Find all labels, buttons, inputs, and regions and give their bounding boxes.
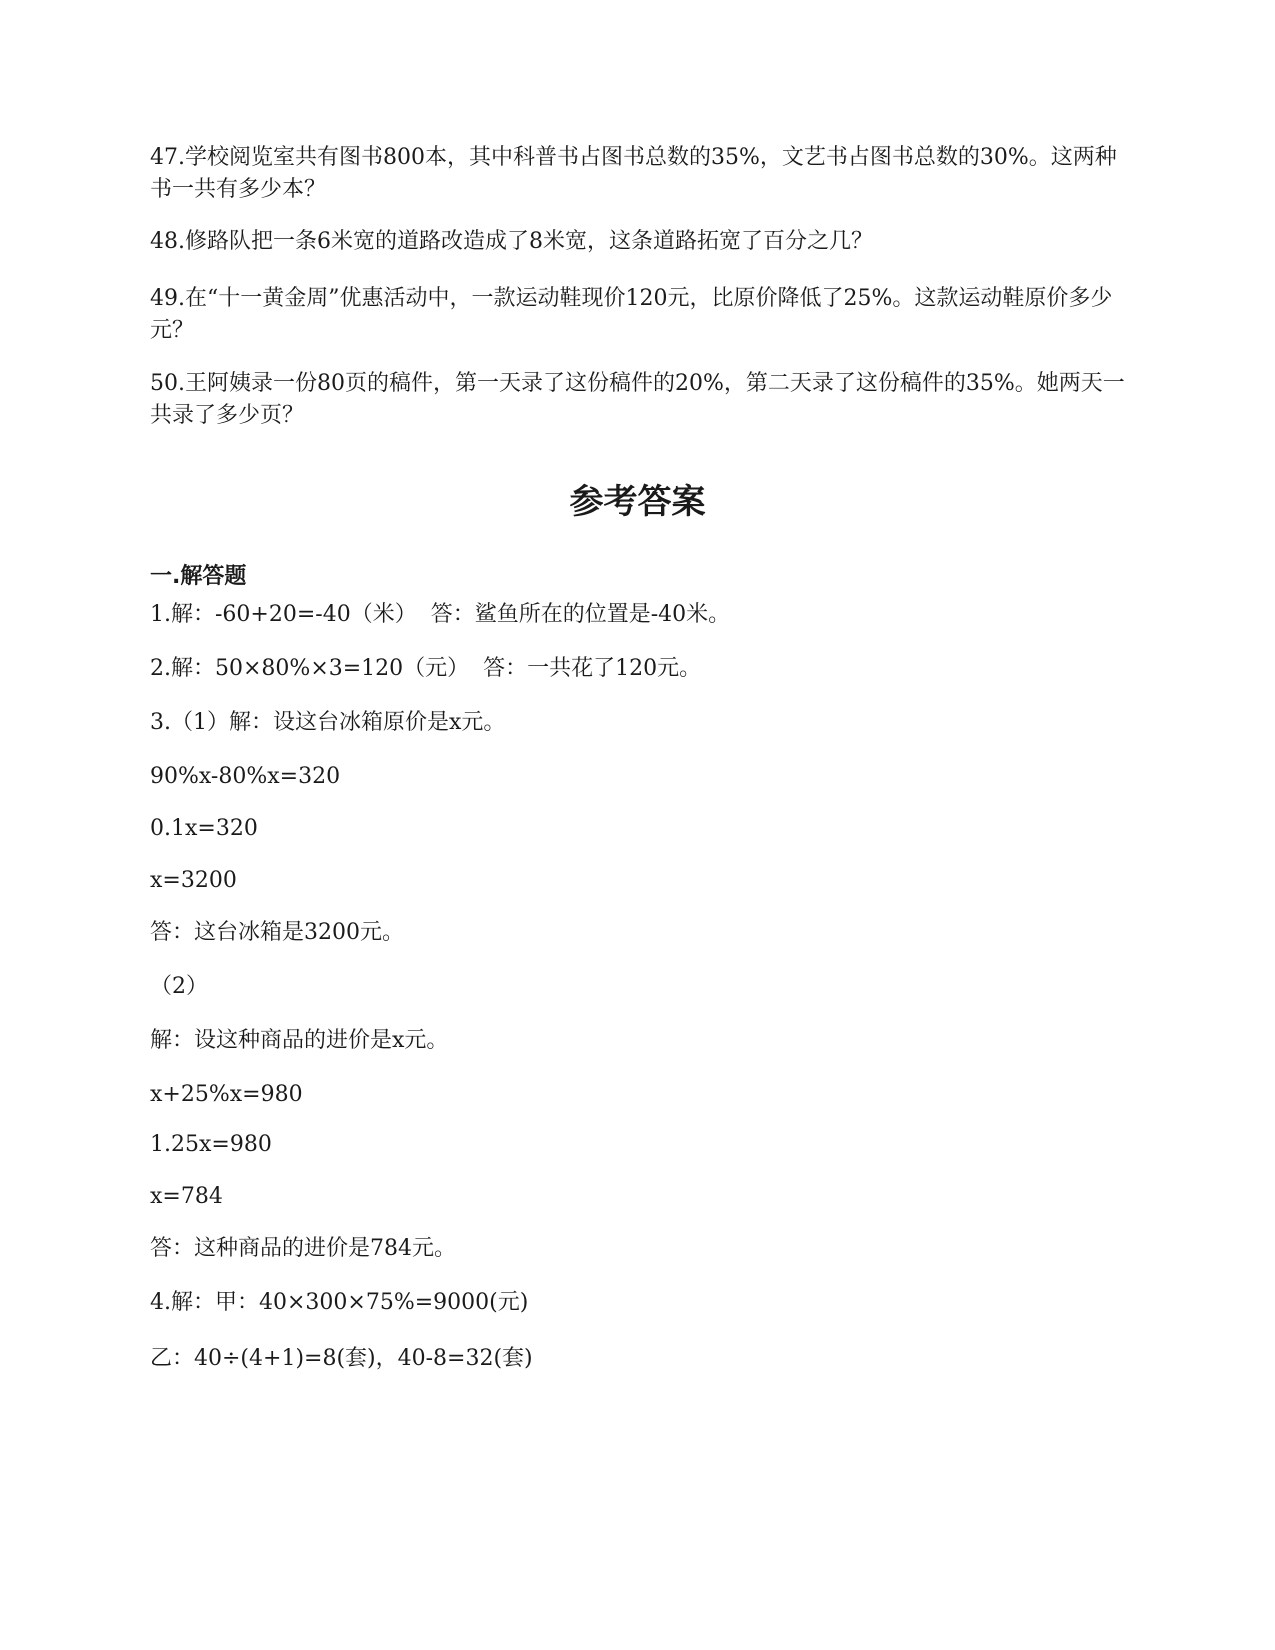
answer-line: 90%x-80%x=320 (150, 764, 341, 789)
question-49: 49.在“十一黄金周”优惠活动中，一款运动鞋现价120元，比原价降低了25%。这款运动鞋原价多少元？ (150, 286, 1113, 343)
answer-line: 1.解：-60+20=-40（米） 答：鲨鱼所在的位置是-40米。 (150, 602, 731, 627)
section-heading: 一.解答题 (150, 564, 247, 589)
answer-line: 答：这台冰箱是3200元。 (150, 920, 404, 945)
document-page (150, 0, 1125, 1650)
question-48: 48.修路队把一条6米宽的道路改造成了8米宽，这条道路拓宽了百分之几？ (150, 229, 873, 254)
question-50: 50.王阿姨录一份80页的稿件，第一天录了这份稿件的20%，第二天录了这份稿件的35%。她两天一共录了多少页？ (150, 371, 1125, 428)
answer-title: 参考答案 (569, 482, 706, 522)
answer-line: 1.25x=980 (150, 1132, 272, 1157)
answer-line: 答：这种商品的进价是784元。 (150, 1236, 456, 1261)
answer-line: 2.解：50×80%×3=120（元） 答：一共花了120元。 (150, 656, 702, 681)
answer-line: 4.解：甲：40×300×75%=9000(元) (150, 1290, 529, 1315)
answer-line: 0.1x=320 (150, 816, 258, 841)
answer-line: 乙：40÷(4+1)=8(套)，40-8=32(套) (150, 1346, 533, 1371)
answer-line: x=784 (150, 1184, 223, 1209)
answer-line: （2） (150, 974, 208, 999)
question-47: 47.学校阅览室共有图书800本，其中科普书占图书总数的35%，文艺书占图书总数的30%。这两种书一共有多少本？ (150, 145, 1117, 202)
answer-line: 3.（1）解：设这台冰箱原价是x元。 (150, 710, 506, 735)
answer-line: 解：设这种商品的进价是x元。 (150, 1028, 449, 1053)
answer-line: x+25%x=980 (150, 1082, 303, 1107)
answer-line: x=3200 (150, 868, 237, 893)
